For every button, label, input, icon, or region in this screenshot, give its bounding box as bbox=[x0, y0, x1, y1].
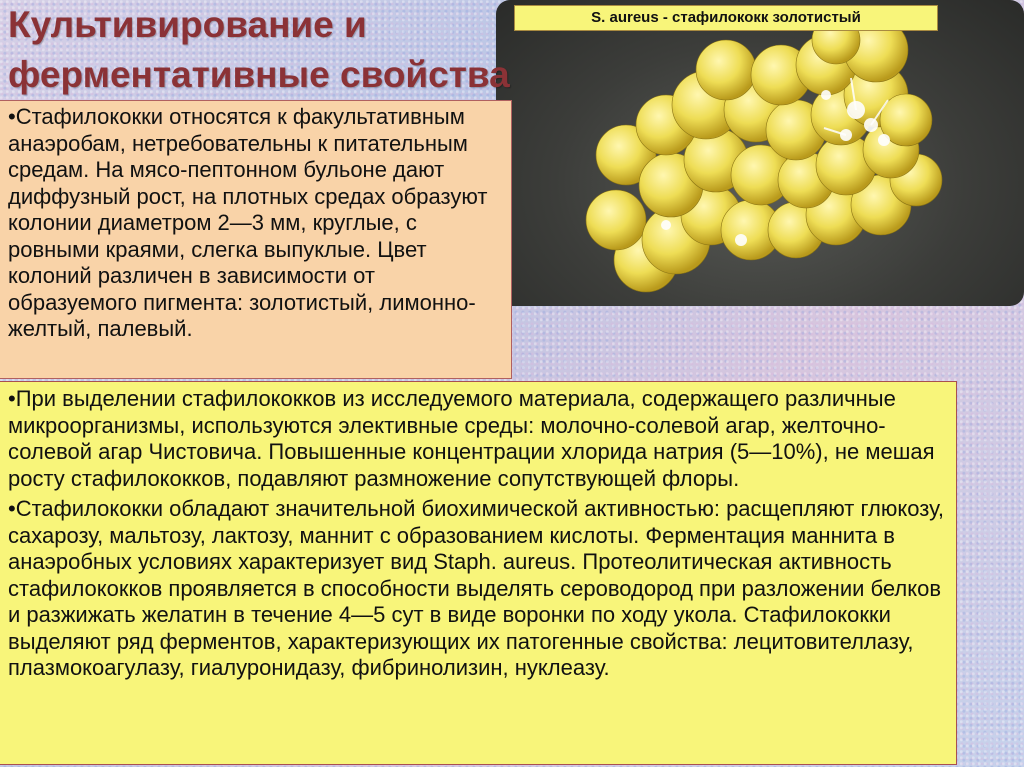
slide-title: Культивирование и ферментативные свойства bbox=[8, 4, 510, 95]
enzyme-activity-paragraph: •Стафилококки обладают значительной биохимической активностью: расщепляют глюкозу, сахарозу, мальтозу, лактозу, маннит с образованием кислоты. Ферментация маннита в анаэробных условиях характеризует вид Staph. aureus. Протеолитическая активность стафилококков проявляется в способности выделять сероводород при разложении белков и разжижать желатин в течение 4—5 сут в виде воронки по ходу укола. Стафилококки выделяют ряд ферментов, характеризующих их патогенные свойства: лецитовителлазу, плазмокоагулазу, гиалуронидазу, фибринолизин, нуклеазу. bbox=[8, 496, 944, 680]
elective-media-paragraph: •При выделении стафилококков из исследуемого материала, содержащего различные микроорганизмы, используются элективные среды: молочно-солевой агар, желточно-солевой агар Чистовича. Повышенные концентрации хлорида натрия (5—10%), не мешая росту стафилококков, подавляют размножение сопутствующей флоры. bbox=[8, 386, 935, 491]
culture-properties-box bbox=[0, 100, 512, 379]
cocci-cluster-illustration bbox=[496, 0, 1024, 306]
staphylococcus-micrograph bbox=[496, 0, 1024, 306]
biochemical-properties-box bbox=[0, 381, 957, 765]
image-caption: S. aureus - стафилококк золотистый bbox=[514, 5, 938, 31]
culture-properties-text: •Стафилококки относятся к факультативным анаэробам, нетребовательны к питательным средам. На мясо-пептонном бульоне дают диффузный рост, на плотных средах образуют колонии диаметром 2—3 мм, круглые, с ровными краями, слегка выпуклые. Цвет колоний различен в зависимости от образуемого пигмента: золотистый, лимонно-желтый, палевый. bbox=[8, 104, 488, 341]
